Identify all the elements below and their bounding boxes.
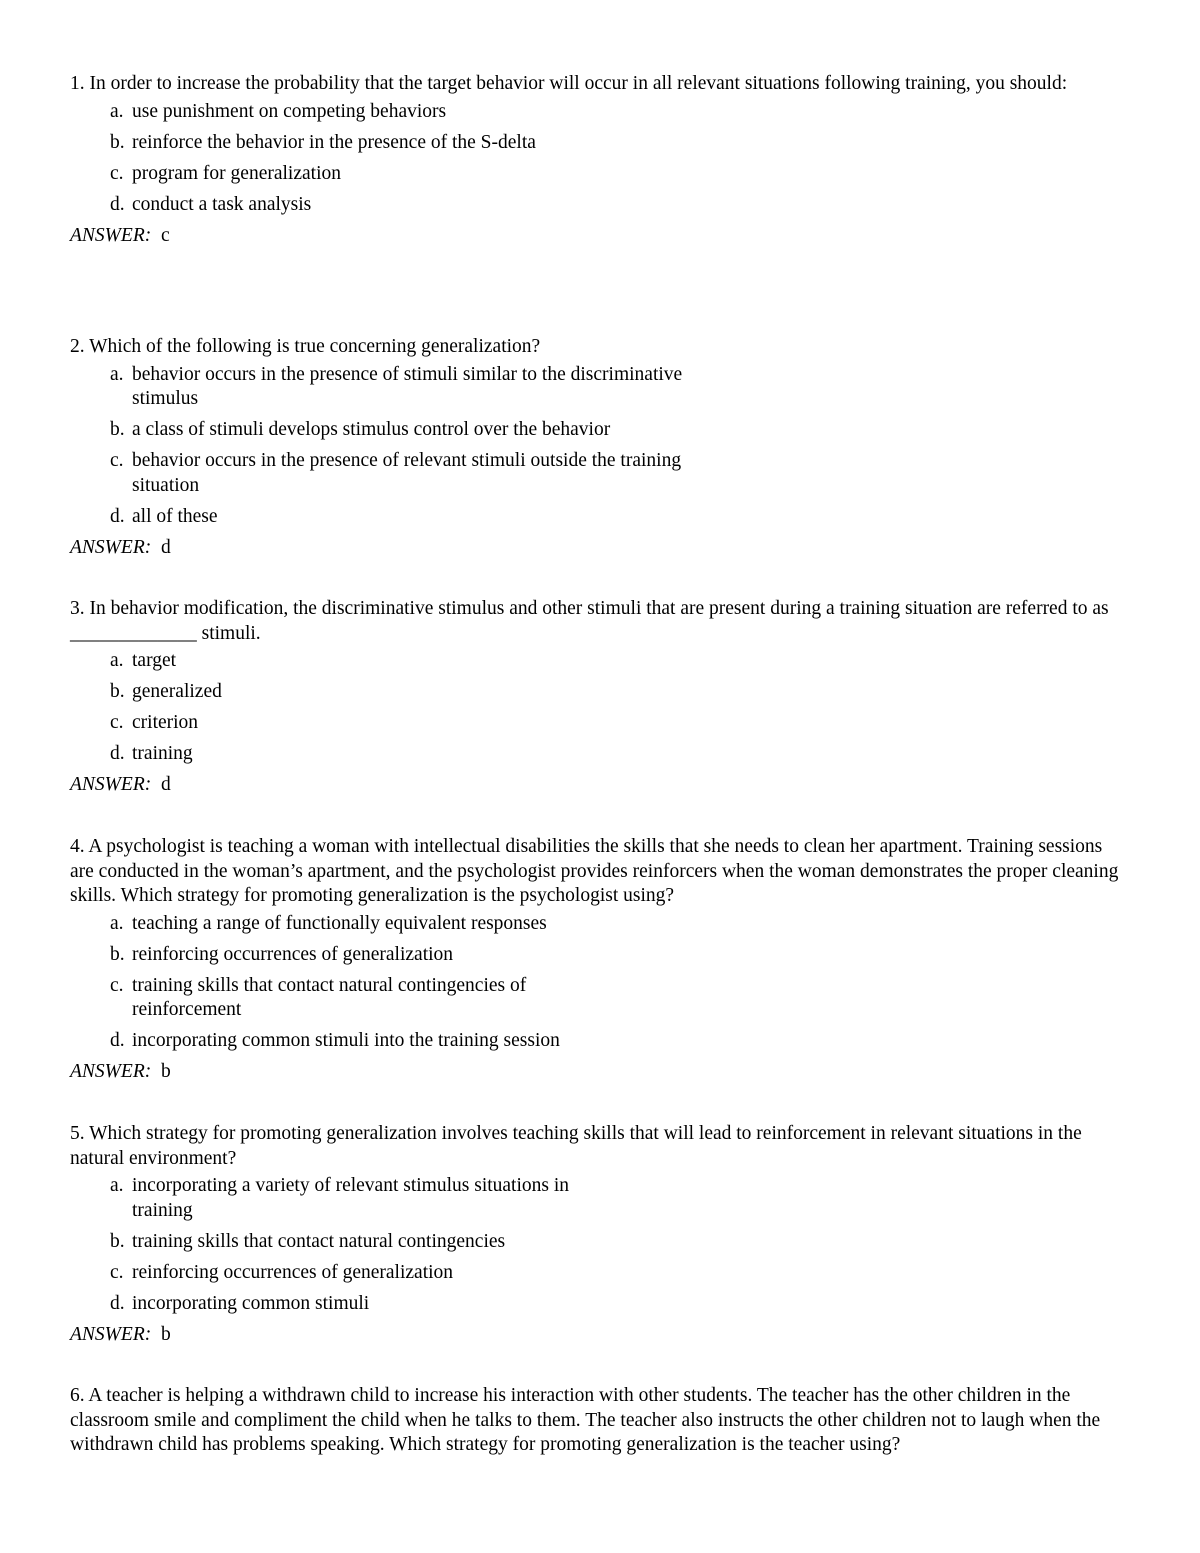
option-letter: b. — [110, 1230, 125, 1252]
question-3 — [70, 597, 1130, 798]
answer-line — [70, 1323, 1130, 1348]
option-letter: a. — [110, 100, 124, 122]
option-text: behavior occurs in the presence of stimuli similar to the discriminative stimulus — [132, 363, 683, 409]
option-letter: d. — [110, 193, 125, 215]
option-text: reinforce the behavior in the presence of the S-delta — [132, 131, 536, 153]
question-stem: 3. In behavior modification, the discriminative stimulus and other stimuli that are present during a training situation are referred to as _____________ stimuli. — [70, 598, 1109, 644]
option-text: a class of stimuli develops stimulus control over the behavior — [132, 419, 611, 440]
answer-value: d — [160, 774, 171, 795]
option-a — [110, 1174, 1130, 1223]
option-text: criterion — [132, 712, 199, 733]
option-text: incorporating common stimuli into the training session — [132, 1030, 560, 1051]
option-a — [110, 649, 1130, 674]
option-b — [110, 943, 1130, 968]
option-text: incorporating a variety of relevant stimulus situations in training — [132, 1175, 570, 1221]
option-text: target — [132, 650, 177, 671]
option-list — [110, 363, 1130, 530]
option-letter: d. — [110, 505, 125, 527]
option-d — [110, 505, 1130, 530]
option-text: all of these — [132, 505, 218, 527]
option-letter: d. — [110, 1030, 125, 1051]
option-b — [110, 1230, 1130, 1255]
question-6 — [70, 1384, 1130, 1458]
option-letter: d. — [110, 743, 125, 764]
option-letter: d. — [110, 1292, 125, 1314]
option-text: reinforcing occurrences of generalization — [132, 943, 454, 965]
option-text: program for generalization — [132, 162, 341, 184]
option-letter: b. — [110, 681, 125, 702]
option-text: reinforcing occurrences of generalization — [132, 1261, 454, 1283]
option-letter: b. — [110, 943, 125, 965]
question-stem: 6. A teacher is helping a withdrawn child to increase his interaction with other students. The teacher has the other children in the classroom smile and compliment the child when he talks to them. The teacher also instructs the other children not to laugh when the withdrawn child has problems speaking. Which strategy for promoting generalization is the teacher using? — [70, 1385, 1101, 1455]
option-text: use punishment on competing behaviors — [132, 100, 447, 122]
option-letter: b. — [110, 131, 125, 153]
option-text: teaching a range of functionally equivalent responses — [132, 912, 547, 934]
option-letter: c. — [110, 712, 124, 733]
answer-label: ANSWER: — [70, 1323, 152, 1345]
question-2 — [70, 335, 1130, 560]
answer-value: c — [160, 224, 170, 246]
answer-label: ANSWER: — [70, 774, 152, 795]
question-stem: 2. Which of the following is true concerning generalization? — [70, 336, 541, 357]
option-c — [110, 711, 1130, 736]
answer-label: ANSWER: — [70, 536, 152, 558]
answer-line — [70, 1060, 1130, 1085]
option-letter: a. — [110, 650, 124, 671]
answer-line — [70, 224, 1130, 249]
option-c — [110, 1261, 1130, 1286]
answer-label: ANSWER: — [70, 224, 152, 246]
option-a — [110, 100, 1130, 125]
answer-line — [70, 536, 1130, 561]
option-text: incorporating common stimuli — [132, 1292, 370, 1314]
option-list — [110, 649, 1130, 767]
option-a — [110, 363, 1130, 412]
answer-line — [70, 773, 1130, 798]
answer-label: ANSWER: — [70, 1061, 152, 1082]
option-b — [110, 680, 1130, 705]
option-list — [110, 912, 1130, 1054]
option-text: training skills that contact natural contingencies of reinforcement — [132, 974, 527, 1020]
option-text: behavior occurs in the presence of relevant stimuli outside the training situation — [132, 450, 682, 496]
option-letter: c. — [110, 1261, 124, 1283]
option-d — [110, 193, 1130, 218]
option-d — [110, 1029, 1130, 1054]
answer-value: b — [160, 1061, 171, 1082]
option-b — [110, 418, 1130, 443]
option-letter: a. — [110, 363, 124, 385]
question-stem: 4. A psychologist is teaching a woman with intellectual disabilities the skills that she needs to clean her apartment. Training sessions are conducted in the woman’s apartment, and the psychologist provides reinforcers when the woman demonstrates the proper cleaning skills. Which strategy for promoting generalization is the psychologist using? — [70, 836, 1119, 906]
option-list — [110, 100, 1130, 218]
question-stem: 5. Which strategy for promoting generalization involves teaching skills that will lead to reinforcement in relevant situations in the natural environment? — [70, 1123, 1082, 1169]
option-text: training — [132, 743, 193, 764]
option-text: training skills that contact natural contingencies — [132, 1230, 506, 1252]
option-c — [110, 974, 1130, 1023]
question-1 — [70, 72, 1130, 248]
question-stem: 1. In order to increase the probability that the target behavior will occur in all relevant situations following training, you should: — [70, 73, 1068, 94]
option-a — [110, 912, 1130, 937]
option-text: generalized — [132, 681, 222, 702]
answer-value: d — [160, 536, 171, 558]
option-list — [110, 1174, 1130, 1316]
answer-value: b — [160, 1323, 171, 1345]
option-d — [110, 1292, 1130, 1317]
option-letter: a. — [110, 912, 124, 934]
option-letter: c. — [110, 162, 124, 184]
option-c — [110, 162, 1130, 187]
question-4 — [70, 835, 1130, 1085]
question-5 — [70, 1122, 1130, 1347]
option-letter: c. — [110, 450, 124, 471]
option-b — [110, 131, 1130, 156]
option-letter: c. — [110, 974, 124, 996]
option-d — [110, 742, 1130, 767]
option-c — [110, 449, 1130, 498]
option-text: conduct a task analysis — [132, 193, 312, 215]
option-letter: a. — [110, 1175, 124, 1196]
option-letter: b. — [110, 419, 125, 440]
